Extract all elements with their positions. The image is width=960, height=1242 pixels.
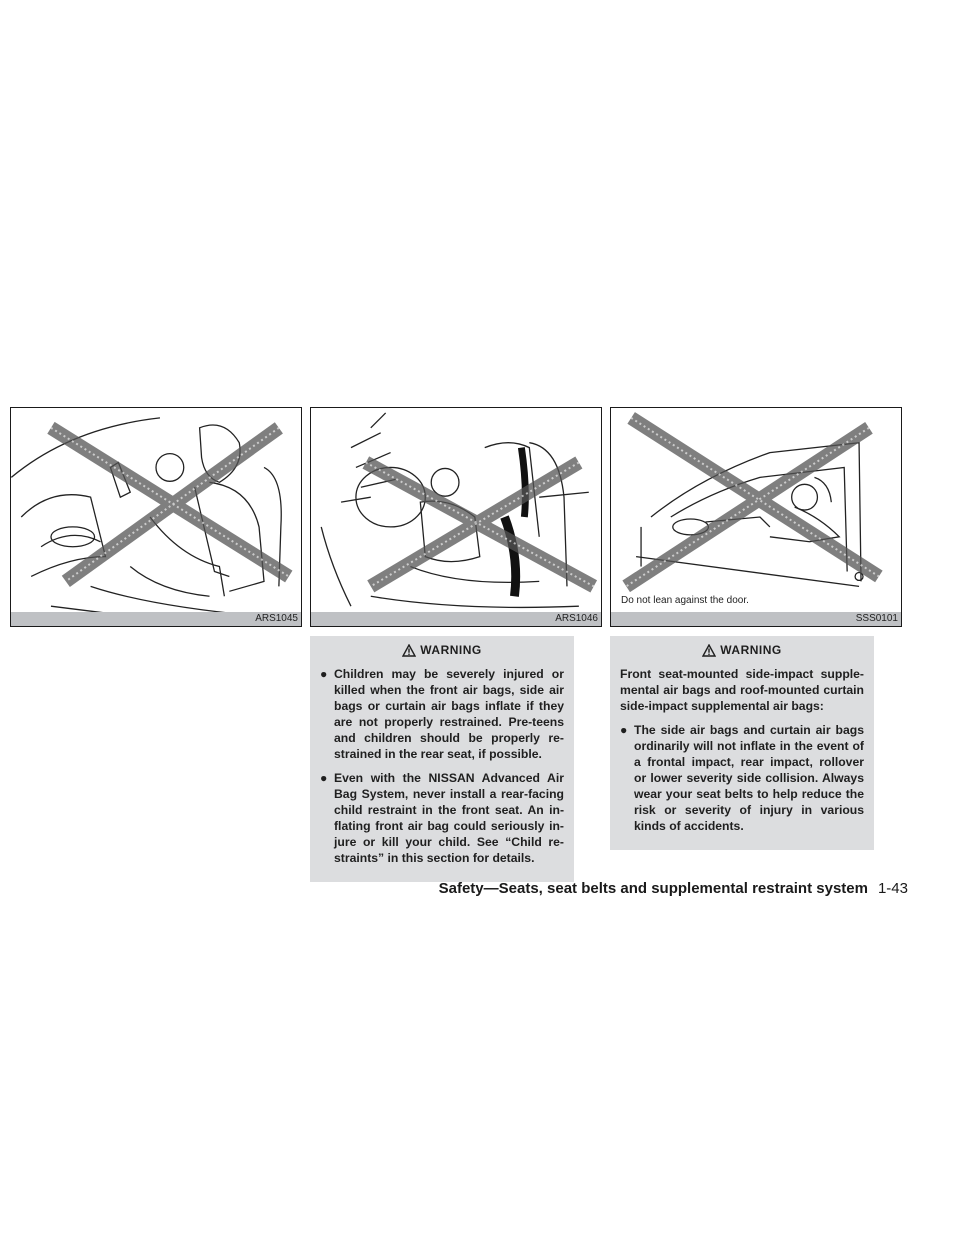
bullet-icon: ● — [320, 667, 328, 681]
bullet-icon: ● — [620, 723, 628, 737]
warning-icon — [702, 644, 716, 657]
warning-bullet-text: Children may be severely injured or killed when the front air bags, side air bags or curtain air bags inflate if they are not properly restrained. Pre-teens and children should be properly re-strained in the rear seat, if possible. — [334, 667, 564, 761]
footer-section-title: Safety—Seats, seat belts and supplemental restraint system — [438, 880, 868, 897]
warning-bullet-text: The side air bags and curtain air bags ordinarily will not inflate in the event of a frontal impact, rear impact, rollover or lower severity side collision. Always wear your seat belts to help reduce the risk or severity of injury in various kinds of accidents. — [634, 723, 864, 833]
warning-box-side-airbags — [610, 636, 874, 850]
warning-bullet — [320, 666, 564, 762]
illustration-airbag-deploying-toward-child — [311, 408, 601, 626]
bullet-icon: ● — [320, 771, 328, 785]
illustration-occupant-leaning-on-door — [611, 408, 901, 626]
figure-code: ARS1045 — [11, 612, 301, 626]
figure-child-near-airbag — [310, 407, 602, 627]
figure-lean-against-door — [610, 407, 902, 627]
warning-box-children — [310, 636, 574, 882]
warning-icon — [402, 644, 416, 657]
figure-note: Do not lean against the door. — [621, 595, 749, 606]
page-footer — [439, 880, 908, 897]
warning-intro: Front seat-mounted side-impact supple-mental air bags and roof-mounted curtain side-impact supplemental air bags: — [620, 667, 864, 713]
page-number: 1-43 — [877, 880, 908, 897]
warning-heading-text: WARNING — [720, 643, 782, 657]
warning-bullet-text: Even with the NISSAN Advanced Air Bag System, never install a rear-facing child restraint in the front seat. An in-flating front air bag could seriously in-jure or kill your child. See “Child re-straints” in this section for details. — [334, 771, 564, 865]
figure-code: ARS1046 — [311, 612, 601, 626]
warning-heading-text: WARNING — [420, 643, 482, 657]
figure-code: SSS0101 — [611, 612, 901, 626]
warning-heading — [620, 642, 864, 658]
illustration-child-held-on-lap — [11, 408, 301, 626]
warning-bullet — [620, 722, 864, 834]
warning-bullet — [320, 770, 564, 866]
figure-child-on-lap — [10, 407, 302, 627]
warning-heading — [320, 642, 564, 658]
